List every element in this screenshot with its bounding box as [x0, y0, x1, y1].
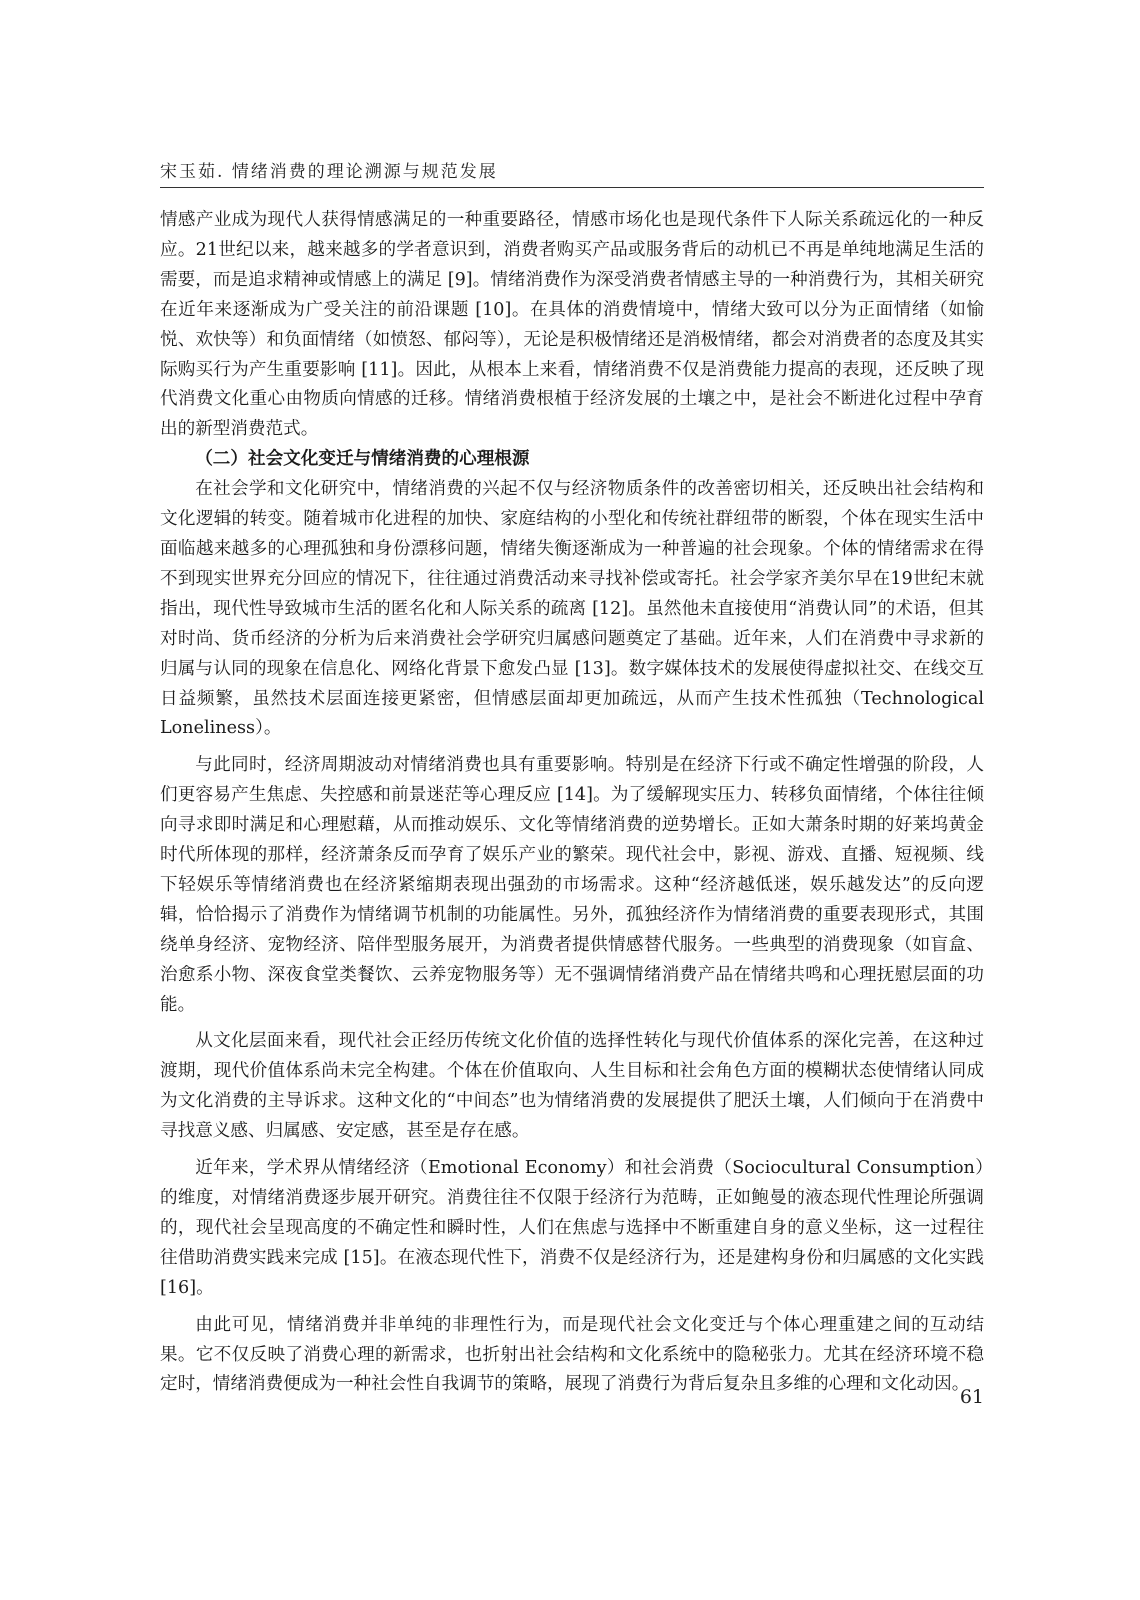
paragraph: 与此同时，经济周期波动对情绪消费也具有重要影响。特别是在经济下行或不确定性增强的阶段，人们更容易产生焦虑、失控感和前景迷茫等心理反应 [14]。为了缓解现实压力、转移负面情绪，个体往往倾向寻求即时满足和心理慰藉，从而推动娱乐、文化等情绪消费的逆势增长。正如大萧条时期的好莱坞黄金时代所体现的那样，经济萧条反而孕育了娱乐产业的繁荣。现代社会中，影视、游戏、直播、短视频、线下轻娱乐等情绪消费也在经济紧缩期表现出强劲的市场需求。这种“经济越低迷，娱乐越发达”的反向逻辑，恰恰揭示了消费作为情绪调节机制的功能属性。另外，孤独经济作为情绪消费的重要表现形式，其围绕单身经济、宠物经济、陪伴型服务展开，为消费者提供情感替代服务。一些典型的消费现象（如盲盒、治愈系小物、深夜食堂类餐饮、云养宠物服务等）无不强调情绪消费产品在情绪共鸣和心理抚慰层面的功能。 [160, 755, 984, 1015]
paragraph: 从文化层面来看，现代社会正经历传统文化价值的选择性转化与现代价值体系的深化完善，在这种过渡期，现代价值体系尚未完全构建。个体在价值取向、人生目标和社会角色方面的模糊状态使情绪认同成为文化消费的主导诉求。这种文化的“中间态”也为情绪消费的发展提供了肥沃土壤，人们倾向于在消费中寻找意义感、归属感、安定感，甚至是存在感。 [160, 1031, 984, 1142]
header-rule [160, 187, 984, 188]
section-heading: （二）社会文化变迁与情绪消费的心理根源 [195, 449, 530, 470]
article-body [160, 206, 984, 1400]
running-head: 宋玉茹. 情绪消费的理论溯源与规范发展 [160, 162, 498, 182]
paragraph: 近年来，学术界从情绪经济（Emotional Economy）和社会消费（Sociocultural Consumption）的维度，对情绪消费逐步展开研究。消费往往不仅限于经济行为范畴，正如鲍曼的液态现代性理论所强调的，现代社会呈现高度的不确定性和瞬时性，人们在焦虑与选择中不断重建自身的意义坐标，这一过程往往借助消费实践来完成 [15]。在液态现代性下，消费不仅是经济行为，还是建构身份和归属感的文化实践 [16]。 [160, 1158, 984, 1298]
page-number: 61 [959, 1386, 984, 1408]
paragraph: 由此可见，情绪消费并非单纯的非理性行为，而是现代社会文化变迁与个体心理重建之间的互动结果。它不仅反映了消费心理的新需求，也折射出社会结构和文化系统中的隐秘张力。尤其在经济环境不稳定时，情绪消费便成为一种社会性自我调节的策略，展现了消费行为背后复杂且多维的心理和文化动因。 [160, 1314, 984, 1395]
paragraph: 在社会学和文化研究中，情绪消费的兴起不仅与经济物质条件的改善密切相关，还反映出社会结构和文化逻辑的转变。随着城市化进程的加快、家庭结构的小型化和传统社群纽带的断裂，个体在现实生活中面临越来越多的心理孤独和身份漂移问题，情绪失衡逐渐成为一种普遍的社会现象。个体的情绪需求在得不到现实世界充分回应的情况下，往往通过消费活动来寻找补偿或寄托。社会学家齐美尔早在19世纪末就指出，现代性导致城市生活的匿名化和人际关系的疏离 [12]。虽然他未直接使用“消费认同”的术语，但其对时尚、货币经济的分析为后来消费社会学研究归属感问题奠定了基础。近年来，人们在消费中寻求新的归属与认同的现象在信息化、网络化背景下愈发凸显 [13]。数字媒体技术的发展使得虚拟社交、在线交互日益频繁，虽然技术层面连接更紧密，但情感层面却更加疏远，从而产生技术性孤独（Technological Loneliness）。 [160, 479, 984, 739]
paragraph-continued: 情感产业成为现代人获得情感满足的一种重要路径，情感市场化也是现代条件下人际关系疏远化的一种反应。21世纪以来，越来越多的学者意识到，消费者购买产品或服务背后的动机已不再是单纯地满足生活的需要，而是追求精神或情感上的满足 [9]。情绪消费作为深受消费者情感主导的一种消费行为，其相关研究在近年来逐渐成为广受关注的前沿课题 [10]。在具体的消费情境中，情绪大致可以分为正面情绪（如愉悦、欢快等）和负面情绪（如愤怒、郁闷等），无论是积极情绪还是消极情绪，都会对消费者的态度及其实际购买行为产生重要影响 [11]。因此，从根本上来看，情绪消费不仅是消费能力提高的表现，还反映了现代消费文化重心由物质向情感的迁移。情绪消费根植于经济发展的土壤之中，是社会不断进化过程中孕育出的新型消费范式。 [160, 210, 984, 440]
